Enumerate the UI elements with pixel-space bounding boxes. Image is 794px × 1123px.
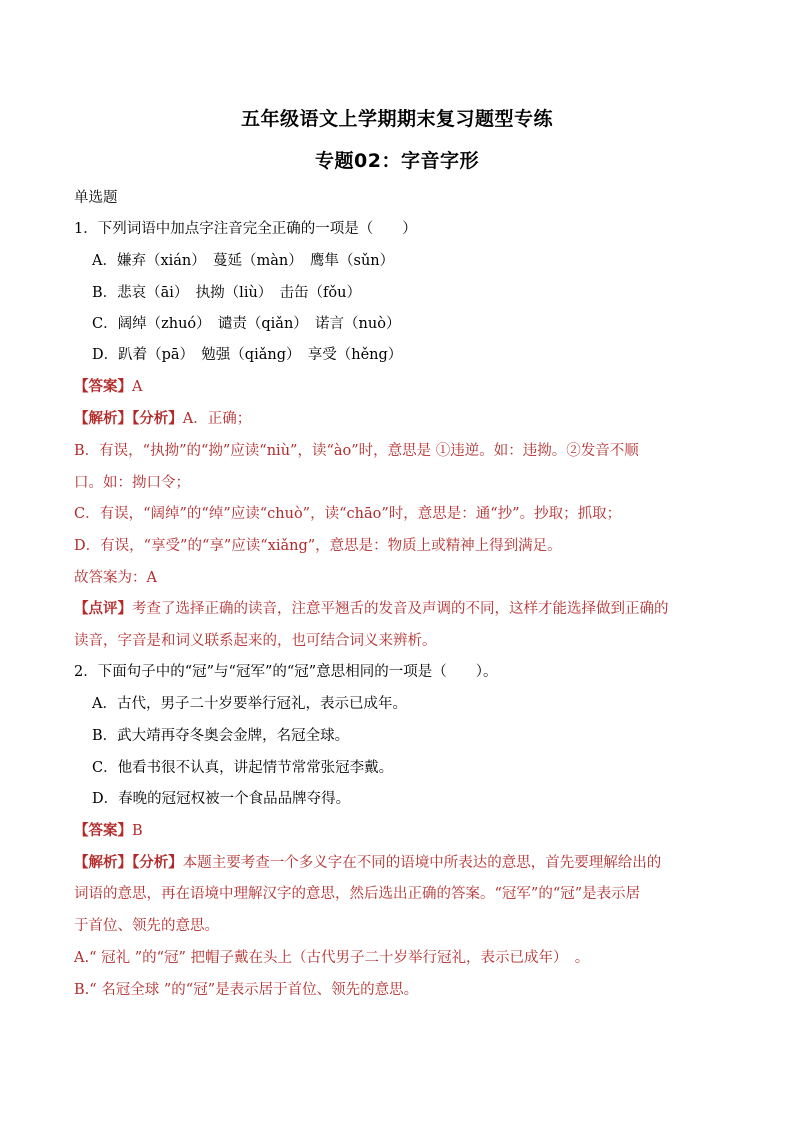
q2-option-b: B．武大靖再夺冬奥会金牌，名冠全球。 — [92, 728, 350, 744]
q2-option-d: D．春晚的冠冠权被一个食品品牌夺得。 — [92, 791, 351, 807]
q1-option-b: B．悲哀（āi） 执拗（liù） 击缶（fǒu） — [92, 285, 361, 301]
q2-option-c: C．他看书很不认真，讲起情节常常张冠李戴。 — [92, 760, 394, 776]
q1-option-a: A．嫌弃（xián） 蔓延（màn） 鹰隼（sǔn） — [92, 253, 395, 269]
q1-comment — [74, 599, 734, 619]
q2-stem: 2．下面句子中的“冠”与“冠军”的“冠”意思相同的一项是（ ）。 — [74, 664, 498, 680]
document-subtitle: 专题02：字音字形 — [315, 150, 479, 172]
q1-analysis-line: C．有误，“阔绰”的“绰”应读“chuò”，读“chāo”时，意思是：通“抄”。抄取；抓取； — [74, 506, 622, 522]
q1-analysis-first: A．正确； — [182, 411, 252, 427]
q1-option-c: C．阔绰（zhuó） 谴责（qiǎn） 诺言（nuò） — [92, 316, 401, 332]
q2-analysis-tag: 【解析】【分析】 — [74, 854, 183, 871]
q2-answer — [74, 821, 734, 841]
q1-answer — [74, 377, 734, 397]
q1-analysis-tag: 【解析】【分析】 — [74, 410, 183, 427]
q1-comment-text: 考查了选择正确的读音，注意平翘舌的发音及声调的不同，这样才能选择做到正确的 — [132, 601, 669, 617]
q1-conclusion: 故答案为：A — [74, 570, 157, 586]
q2-answer-value: B — [132, 823, 143, 839]
document-title: 五年级语文上学期期末复习题型专练 — [240, 108, 553, 130]
q1-analysis-line: B．有误，“执拗”的“拗”应读“niù”，读“ào”时，意思是 ①违逆。如：违拗。②发音不顺 — [74, 443, 639, 459]
q1-option-d: D．趴着（pā） 勉强（qiǎng） 享受（hěng） — [92, 347, 403, 363]
q2-analysis-line: 于首位、领先的意思。 — [74, 918, 219, 934]
q1-analysis — [74, 409, 734, 429]
q2-analysis — [74, 853, 734, 873]
q1-comment-tag: 【点评】 — [74, 600, 132, 617]
q2-analysis-line: A.“ 冠礼 ”的“冠” 把帽子戴在头上（古代男子二十岁举行冠礼，表示已成年） 。 — [74, 950, 590, 966]
q2-analysis-text: 本题主要考查一个多义字在不同的语境中所表达的意思，首先要理解给出的 — [182, 855, 662, 871]
q2-option-a: A．古代，男子二十岁要举行冠礼，表示已成年。 — [92, 696, 407, 712]
q2-analysis-line: 词语的意思，再在语境中理解汉字的意思，然后选出正确的答案。“冠军”的“冠”是表示居 — [74, 886, 641, 902]
q2-answer-tag: 【答案】 — [74, 822, 132, 839]
q1-answer-value: A — [132, 379, 143, 395]
q1-comment-line: 读音，字音是和词义联系起来的，也可结合词义来辨析。 — [74, 633, 437, 649]
q1-stem: 1．下列词语中加点字注音完全正确的一项是（ ） — [74, 221, 417, 237]
q2-analysis-line: B.“ 名冠全球 ”的“冠”是表示居于首位、领先的意思。 — [74, 982, 419, 998]
q1-analysis-line: 口。如：拗口令； — [74, 475, 190, 491]
q1-answer-tag: 【答案】 — [74, 378, 132, 395]
q1-analysis-line: D．有误，“享受”的“享”应读“xiǎng”，意思是：物质上或精神上得到满足。 — [74, 538, 562, 554]
section-heading: 单选题 — [74, 190, 118, 206]
